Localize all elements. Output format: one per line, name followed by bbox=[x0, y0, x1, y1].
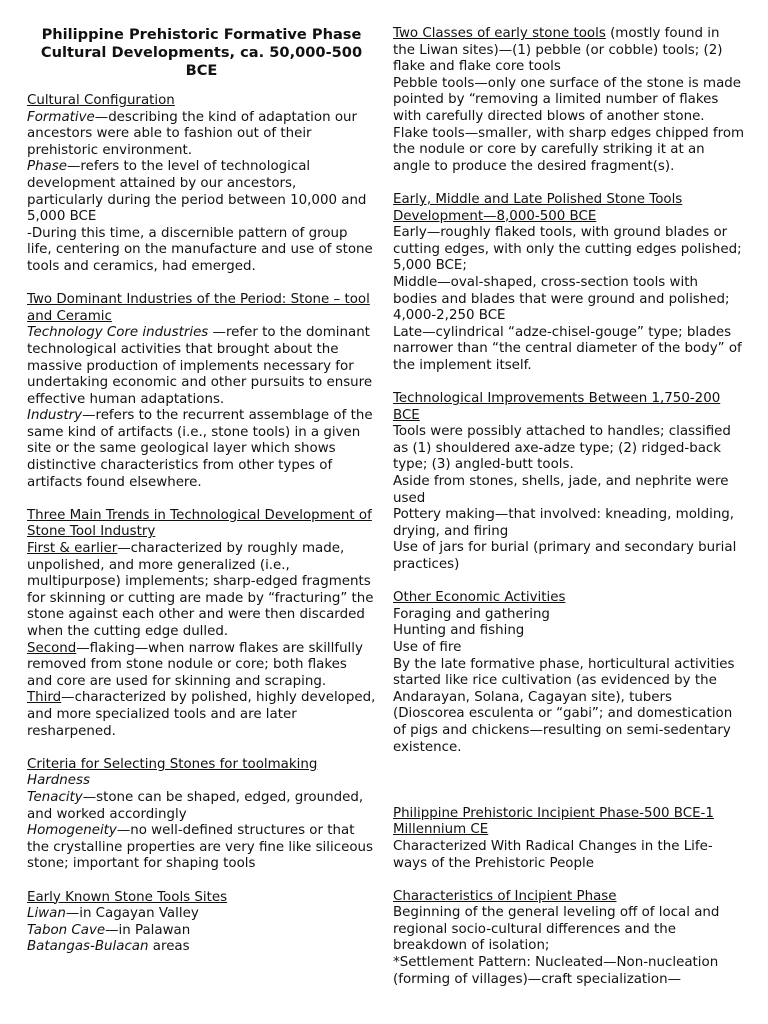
spacer bbox=[393, 773, 745, 806]
paragraph: Hunting and fishing bbox=[393, 623, 525, 639]
definition-text: —no well-defined structures or that the crystalline properties are very fine like siliceous stone; important for shaping tools bbox=[27, 823, 373, 872]
section-dominant-industries bbox=[27, 292, 376, 491]
paragraph: Foraging and gathering bbox=[393, 606, 550, 622]
criterion-homogeneity bbox=[27, 823, 376, 873]
section-polished-tools bbox=[393, 192, 745, 375]
paragraph: Early—roughly flaked tools, with ground blades or cutting edges, with only the cutting edges polished; 5,000 BCE; bbox=[393, 225, 742, 274]
document-title bbox=[27, 26, 376, 80]
definition-text: —flaking—when narrow flakes are skillfully removed from stone nodule or core; both flakes and core are used for skinning and scraping. bbox=[27, 640, 363, 689]
definition-text: —in Palawan bbox=[105, 922, 191, 938]
paragraph: Late—cylindrical “adze-chisel-gouge” type; blades narrower than “the central diameter of the body” of the implement itself. bbox=[393, 324, 742, 373]
paragraph-text: (mostly found in the Liwan sites)—(1) pebble (or cobble) tools; (2) flake and flake core tools bbox=[393, 26, 723, 75]
trend-first bbox=[27, 541, 376, 641]
paragraph: Tools were possibly attached to handles; classified as (1) shouldered axe-adze type; (2) ridged-back type; (3) angled-butt tools. bbox=[393, 424, 731, 473]
paragraph: By the late formative phase, horticultural activities started like rice cultivation (as evidenced by the Andarayan, Solana, Cagayan site), tubers (Dioscorea esculenta or “gabi”; and domestication of pigs and chickens—resulting on semi-sedentary existence. bbox=[393, 656, 735, 755]
title-line-1: Philippine Prehistoric Formative Phase bbox=[41, 26, 362, 43]
left-column bbox=[27, 26, 376, 972]
definition-formative bbox=[27, 110, 376, 160]
section-heading: Three Main Trends in Technological Development of Stone Tool Industry bbox=[27, 507, 372, 540]
section-improvements bbox=[393, 391, 745, 574]
section-heading: Two Classes of early stone tools bbox=[393, 26, 606, 41]
paragraph: Use of fire bbox=[393, 639, 462, 655]
term: Homogeneity bbox=[27, 823, 117, 839]
section-three-trends bbox=[27, 508, 376, 740]
section-heading: Other Economic Activities bbox=[393, 590, 566, 606]
paragraph: Use of jars for burial (primary and secondary burial practices) bbox=[393, 540, 737, 572]
definition-text: —refers to the recurrent assemblage of the same kind of artifacts (i.e., stone tools) in a given site or the same geological layer which shows distinctive characteristics from other types of artifacts found elsewhere. bbox=[27, 408, 373, 490]
definition-text: areas bbox=[148, 939, 190, 955]
definition-text: —refer to the dominant technological activities that brought about the massive production of implements necessary for undertaking economic and other pursuits to ensure effective human adaptations. bbox=[27, 325, 373, 407]
term: Tabon Cave bbox=[27, 922, 106, 938]
term: Formative bbox=[27, 109, 95, 125]
section-heading: Characteristics of Incipient Phase bbox=[393, 888, 617, 904]
paragraph: *Settlement Pattern: Nucleated—Non-nucleation (forming of villages)—craft specialization— bbox=[393, 955, 719, 987]
term: Industry bbox=[27, 408, 83, 424]
section-cultural-configuration bbox=[27, 93, 376, 276]
term: Liwan bbox=[27, 906, 66, 922]
paragraph: -During this time, a discernible pattern of group life, centering on the manufacture and use of stone tools and ceramics, had emerged. bbox=[27, 225, 373, 274]
term: Technology Core industries bbox=[27, 325, 209, 341]
paragraph: Beginning of the general leveling off of local and regional socio-cultural differences and the breakdown of isolation; bbox=[393, 905, 720, 954]
site-liwan bbox=[27, 906, 376, 923]
section-economic bbox=[393, 590, 745, 756]
term: Second bbox=[27, 640, 77, 656]
criterion-tenacity bbox=[27, 790, 376, 823]
definition-text: —characterized by roughly made, unpolished, and more generalized (i.e., multipurpose) implements; sharp-edged fragments for skinning or cutting are made by “fracturing” the stone against each other and were then discarded when the cutting edge dulled. bbox=[27, 541, 374, 639]
section-heading: Philippine Prehistoric Incipient Phase-500 BCE-1 Millennium CE bbox=[393, 805, 714, 838]
paragraph: Aside from stones, shells, jade, and nephrite were used bbox=[393, 474, 729, 506]
site-tabon bbox=[27, 923, 376, 940]
paragraph: Flake tools—smaller, with sharp edges chipped from the nodule or core by carefully striking it at an angle to produce the desired fragment(s). bbox=[393, 125, 745, 174]
right-column bbox=[393, 26, 745, 1005]
term: Third bbox=[27, 690, 62, 706]
paragraph bbox=[393, 26, 745, 76]
paragraph: Pebble tools—only one surface of the stone is made pointed by “removing a limited number of flakes with carefully directed blows of another stone. bbox=[393, 75, 742, 124]
paragraph: Characterized With Radical Changes in the Life-ways of the Prehistoric People bbox=[393, 838, 713, 871]
section-heading: Early, Middle and Late Polished Stone Tools Development—8,000-500 BCE bbox=[393, 191, 683, 224]
definition-text: —describing the kind of adaptation our ancestors were able to fashion out of their prehistoric environment. bbox=[27, 109, 358, 158]
term: Tenacity bbox=[27, 789, 83, 805]
paragraph: Pottery making—that involved: kneading, molding, drying, and firing bbox=[393, 507, 735, 539]
term: Phase bbox=[27, 159, 67, 175]
definition-text: —in Cagayan Valley bbox=[65, 906, 199, 922]
term: First & earlier bbox=[27, 541, 118, 557]
section-criteria bbox=[27, 757, 376, 873]
section-characteristics bbox=[393, 889, 745, 989]
criterion-hardness: Hardness bbox=[27, 773, 90, 789]
section-heading: Criteria for Selecting Stones for toolmaking bbox=[27, 756, 318, 772]
title-line-2: Cultural Developments, ca. 50,000-500 BCE bbox=[40, 44, 363, 79]
section-heading: Early Known Stone Tools Sites bbox=[27, 889, 228, 905]
section-heading: Two Dominant Industries of the Period: Stone – tool and Ceramic bbox=[27, 292, 370, 324]
section-two-classes bbox=[393, 26, 745, 175]
term: Batangas-Bulacan bbox=[27, 939, 149, 955]
definition-phase bbox=[27, 159, 376, 225]
definition-technology-core bbox=[27, 325, 376, 408]
section-heading: Technological Improvements Between 1,750-200 BCE bbox=[393, 391, 721, 423]
definition-text: —refers to the level of technological development attained by our ancestors, particularly during the period between 10,000 and 5,000 BCE bbox=[27, 159, 367, 225]
section-incipient bbox=[393, 806, 745, 872]
trend-third bbox=[27, 690, 376, 740]
trend-second bbox=[27, 641, 376, 691]
paragraph: Middle—oval-shaped, cross-section tools with bodies and blades that were ground and polished; 4,000-2,250 BCE bbox=[393, 274, 730, 324]
section-heading: Cultural Configuration bbox=[27, 93, 175, 108]
definition-industry bbox=[27, 408, 376, 491]
section-sites bbox=[27, 890, 376, 956]
definition-text: —stone can be shaped, edged, grounded, and worked accordingly bbox=[27, 789, 364, 822]
definition-text: —characterized by polished, highly developed, and more specialized tools and are later resharpened. bbox=[27, 690, 376, 739]
site-batangas bbox=[27, 939, 376, 956]
